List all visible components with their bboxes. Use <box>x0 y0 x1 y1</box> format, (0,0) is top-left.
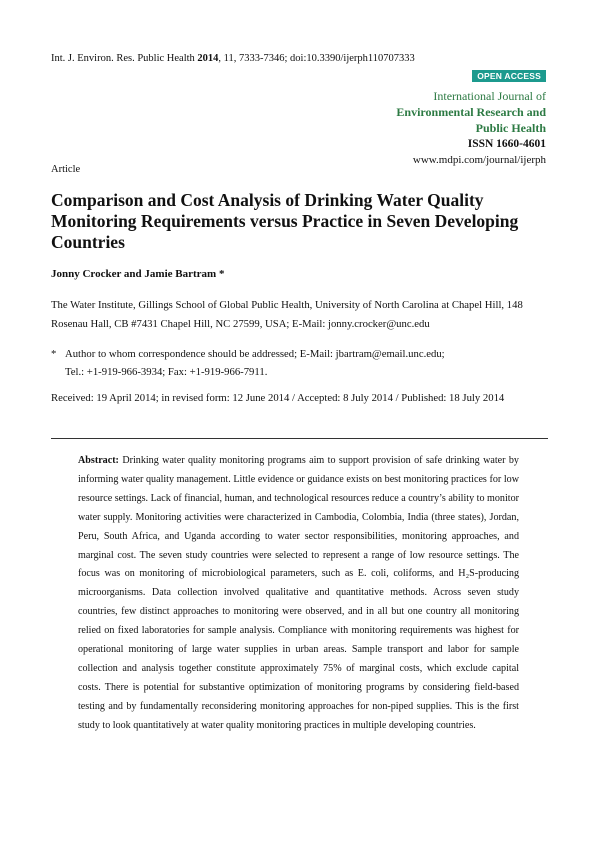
authors: Jonny Crocker and Jamie Bartram * <box>51 268 225 280</box>
correspondence-note <box>51 345 541 381</box>
citation-year: 2014 <box>197 53 219 64</box>
journal-name-line1: International Journal of <box>433 89 546 103</box>
correspondence-line2: Tel.: +1-919-966-3934; Fax: +1-919-966-7911. <box>65 366 268 378</box>
correspondence-line1: Author to whom correspondence should be addressed; E-Mail: jbartram@email.unc.edu; <box>65 348 445 360</box>
paper-title: Comparison and Cost Analysis of Drinking Water Quality Monitoring Requirements versus Practice in Seven Developing Countries <box>51 190 519 252</box>
abstract <box>78 452 519 736</box>
header-divider <box>51 438 548 439</box>
abstract-label: Abstract: <box>78 455 119 466</box>
issn: ISSN 1660-4601 <box>467 138 546 150</box>
abstract-text: Drinking water quality monitoring programs aim to support provision of safe drinking water by informing water quality management. Little evidence or guidance exists on best monitoring practices for low resource settings. Lack of financial, human, and technological resources reduce a country’s ability to monitor water supply. Monitoring activities were characterized in Cambodia, Colombia, India (three states), Jordan, Peru, South Africa, and Uganda according to water sector responsibilities, monitoring approaches, and marginal cost. The seven study countries were selected to represent a range of low resource settings. The focus was on monitoring of microbiological parameters, such as E. coli, coliforms, and H₂S-producing microorganisms. Data collection involved qualitative and quantitative methods. Across seven study countries, few distinct approaches to monitoring were observed, and in all but one country all monitoring relied on fixed laboratories for sample analysis. Compliance with monitoring requirements was highest for operational monitoring of large water supplies in urban areas. Sample transport and labor for sample collection and analysis together constitute approximately 75% of marginal costs, which exclude capital costs. There is potential for substantive optimization of monitoring programs by considering field-based testing and by fundamentally reconsidering monitoring approaches for non-piped supplies. This is the first study to look quantitatively at water quality monitoring practices in multiple developing countries. <box>78 455 519 731</box>
journal-name-line3: Public Health <box>475 121 546 135</box>
citation-journal: Int. J. Environ. Res. Public Health <box>51 53 195 64</box>
correspondence-star: * <box>51 348 57 360</box>
journal-name-line2: Environmental Research and <box>396 105 546 119</box>
journal-url[interactable]: www.mdpi.com/journal/ijerph <box>412 154 546 166</box>
citation-details: , 11, 7333-7346; doi:10.3390/ijerph110707333 <box>218 53 415 64</box>
publication-dates: Received: 19 April 2014; in revised form: 12 June 2014 / Accepted: 8 July 2014 / Published: 18 July 2014 <box>51 392 505 404</box>
open-access-badge: OPEN ACCESS <box>472 70 546 82</box>
article-type: Article <box>51 164 81 175</box>
citation-line <box>51 53 415 64</box>
journal-block <box>396 88 546 168</box>
affiliation: The Water Institute, Gillings School of Global Public Health, University of North Carolina at Chapel Hill, 148 Rosenau Hall, CB #7431 Chapel Hill, NC 27599, USA; E-Mail: jonny.crocker@unc.edu <box>51 299 523 330</box>
